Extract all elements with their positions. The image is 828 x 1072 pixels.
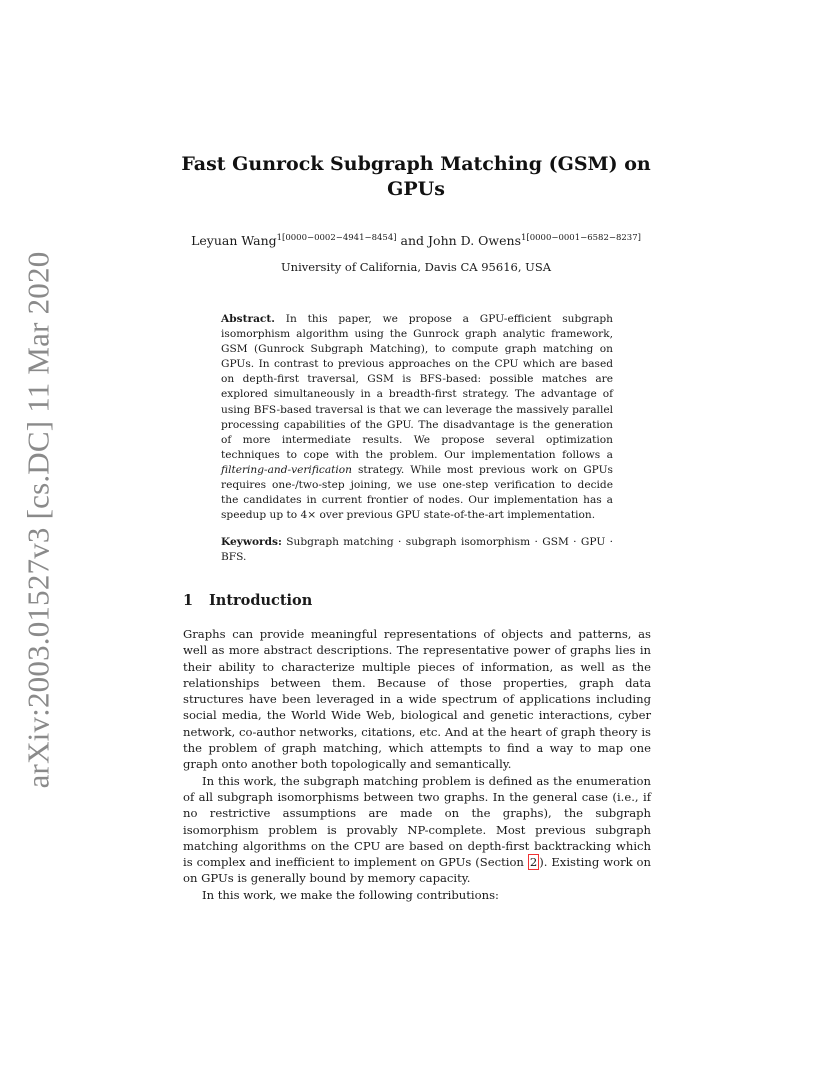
author-orcid: 1[0000−0002−4941−8454] — [276, 233, 397, 243]
title-line-2: GPUs — [387, 178, 445, 200]
abstract-label: Abstract. — [221, 313, 275, 325]
section-heading — [183, 591, 653, 611]
author-separator: and — [400, 233, 425, 248]
abstract-text-continued: strategy. While most previous work on GPUs requires one-/two-step joining, we use one-step verification to decide the candidates in current frontier of nodes. Our implementation has a speedup up to 4× over previous GPU state-of-the-art implementation. — [221, 463, 613, 522]
arxiv-side-stamp — [18, 251, 58, 789]
paragraph — [183, 773, 651, 887]
section-reference-link[interactable]: 2 — [529, 855, 538, 870]
paragraph: In this work, we make the following contributions: — [202, 887, 499, 902]
author-list — [150, 229, 682, 250]
abstract-emphasis: filtering-and-verification — [221, 463, 352, 476]
arxiv-identifier: arXiv:2003.01527v3 [cs.DC] 11 Mar 2020 — [20, 251, 56, 789]
author-name: Leyuan Wang — [191, 233, 277, 248]
section-body — [183, 626, 651, 903]
abstract-text: In this paper, we propose a GPU-efficient subgraph isomorphism algorithm using the Gunrock graph analytic framework, GSM (Gunrock Subgraph Matching), to compute graph matching on GPUs. In contrast to previous approaches on the CPU which are based on depth-first traversal, GSM is BFS-based: possible matches are explored simultaneously in a breadth-first strategy. The advantage of using BFS-based traversal is that we can leverage the massively parallel processing capabilities of the GPU. The disadvantage is the generation of more intermediate results. We propose several optimization techniques to cope with the problem. Our implementation follows a — [221, 313, 613, 461]
paragraph: Graphs can provide meaningful representations of objects and patterns, as well as more abstract descriptions. The representative power of graphs lies in their ability to characterize multiple pieces of information, as well as the relationships between them. Because of those properties, graph data structures have been leveraged in a wide spectrum of applications including social media, the World Wide Web, biological and genetic interactions, cyber network, co-author networks, citations, etc. And at the heart of graph theory is the problem of graph matching, which attempts to find a way to map one graph onto another both topologically and semantically. — [183, 627, 651, 772]
paragraph-text-continued: ). Existing work on on GPUs is generally bound by memory capacity. — [183, 855, 651, 886]
keywords-text: Subgraph matching · subgraph isomorphism · GSM · GPU · BFS. — [221, 536, 613, 564]
keywords-label: Keywords: — [221, 536, 282, 548]
abstract — [221, 312, 613, 523]
keywords — [221, 535, 613, 565]
section-number: 1 — [183, 592, 194, 609]
paper-title — [150, 152, 682, 202]
author-name: John D. Owens — [428, 233, 521, 248]
section-title: Introduction — [209, 592, 313, 609]
affiliation: University of California, Davis CA 95616, USA — [280, 260, 552, 274]
author-orcid: 1[0000−0001−6582−8237] — [521, 233, 641, 243]
paragraph-text: In this work, the subgraph matching problem is defined as the enumeration of all subgraph isomorphisms between two graphs. In the general case (i.e., if no restrictive assumptions are made on the graphs), the subgraph isomorphism problem is provably NP-complete. Most previous subgraph matching algorithms on the CPU are based on depth-first backtracking which is complex and inefficient to implement on GPUs (Section — [183, 773, 651, 870]
title-line-1: Fast Gunrock Subgraph Matching (GSM) on — [181, 153, 651, 175]
